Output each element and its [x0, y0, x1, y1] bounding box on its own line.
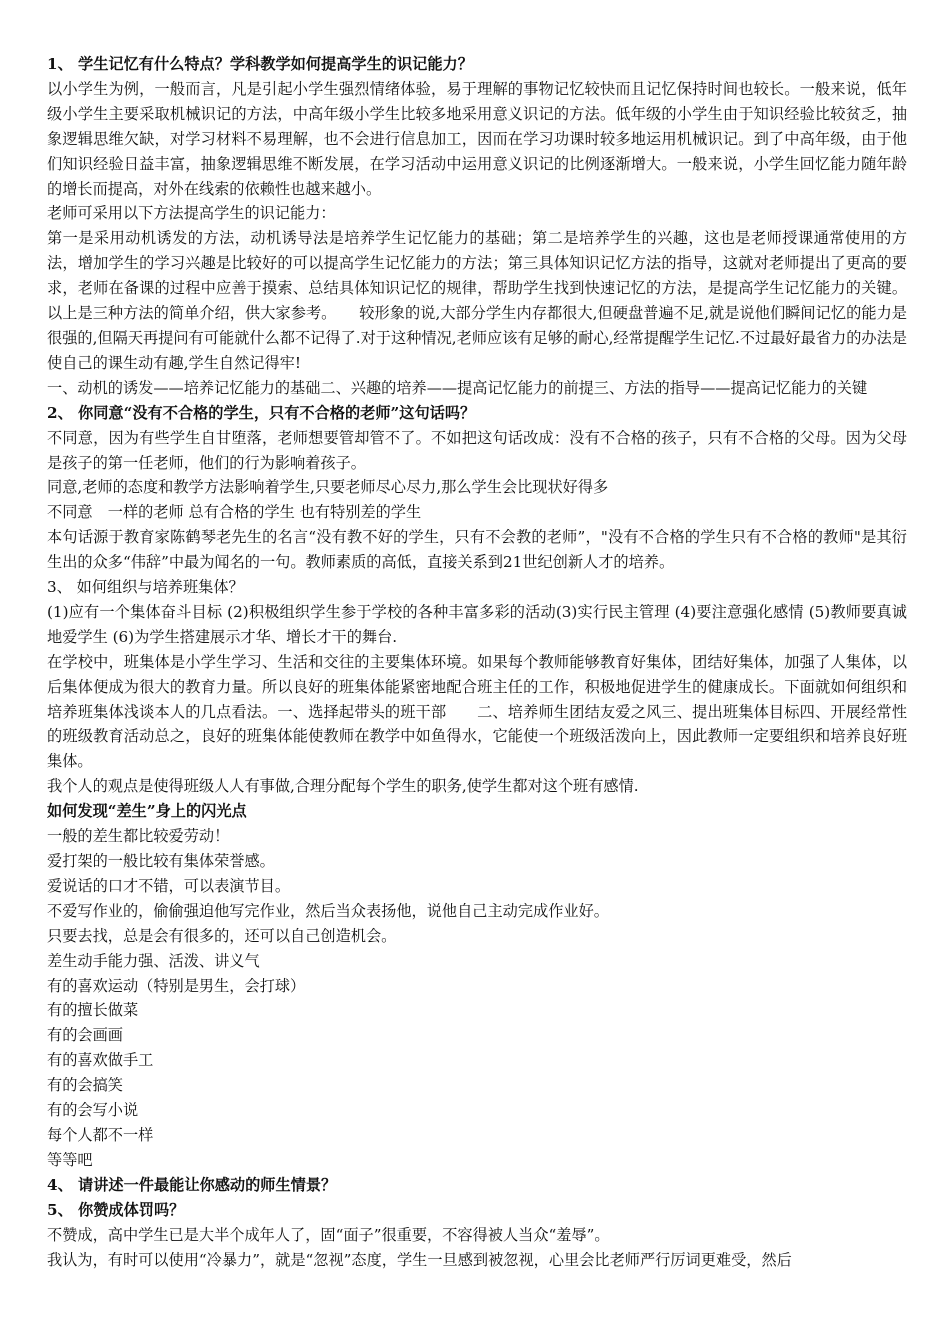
methods-paragraph: 第一是采用动机诱发的方法，动机诱导法是培养学生记忆能力的基础；第二是培养学生的兴趣，这也是老师授课通常使用的方法，增加学生的学习兴趣是比较好的可以提高学生记忆能力的方法；第三具体知识记忆方法的指导，这就对老师提出了更高的要求，老师在备课的过程中应善于摸索、总结具体知识记忆的规律，帮助学生找到快速记忆的方法，是提高学生记忆能力的关键。以上是三种方法的简单介绍，供大家参考。 较形象的说,大部分学生内存都很大,但硬盘普遍不足,就是说他们瞬间记忆的能力是很强的,但隔天再提问有可能就什么都不记得了.对于这种情况,老师应该有足够的耐心,经常提醒学生记忆.不过最好最省力的办法是使自己的课生动有趣,学生自然记得牢! [47, 229, 907, 372]
weak-student-heading: 如何发现“差生”身上的闪光点 [47, 802, 247, 821]
methods-intro-line: 老师可采用以下方法提高学生的识记能力： [47, 204, 336, 223]
class-building-points: (1)应有一个集体奋斗目标 (2)积极组织学生参于学校的各种丰富多彩的活动(3)实行民主管理 (4)要注意强化感情 (5)教师要真诚地爱学生 (6)为学生搭建展示才华、增长才干的舞台. [47, 602, 907, 646]
list-item: 等等吧 [47, 1150, 93, 1169]
list-item: 不爱写作业的，偷偷强迫他写完作业，然后当众表扬他，说他自己主动完成作业好。 [47, 901, 609, 920]
corporal-punishment-answer: 不赞成，高中学生已是大半个成年人了，固“面子”很重要，不容得被人当众“羞辱”。 [47, 1225, 610, 1244]
cold-violence-paragraph: 我认为，有时可以使用“冷暴力”，就是“忽视”态度，学生一旦感到被忽视，心里会比老师严行厉词更难受，然后 [47, 1250, 792, 1269]
list-item: 有的喜欢做手工 [47, 1051, 154, 1070]
answer-origin-paragraph: 本句话源于教育家陈鹤琴老先生的名言“没有教不好的学生，只有不会教的老师”，"没有不合格的学生只有不合格的教师"是其衍生出的众多“伟辞”中最为闻名的一句。教师素质的高低，直接关系到21世纪创新人才的培养。 [47, 528, 907, 572]
class-collective-paragraph: 在学校中，班集体是小学生学习、生活和交往的主要集体环境。如果每个教师能够教育好集体，团结好集体，加强了人集体，以后集体便成为很大的教育力量。所以良好的班集体能紧密地配合班主任的工作，积极地促进学生的健康成长。下面就如何组织和培养班集体浅谈本人的几点看法。一、选择起带头的班干部 二、培养师生团结友爱之风三、提出班集体目标四、开展经常性的班级教育活动总之，良好的班集体能使教师在教学中如鱼得水，它能使一个班级活泼向上，因此教师一定要组织和培养良好班集体。 [47, 652, 907, 771]
list-item: 有的会画画 [47, 1026, 123, 1045]
question-3-heading: 3、 如何组织与培养班集体？ [47, 578, 244, 597]
methods-summary-line: 一、动机的诱发——培养记忆能力的基础二、兴趣的培养——提高记忆能力的前提三、方法的指导——提高记忆能力的关键 [47, 378, 868, 397]
personal-view-line: 我个人的观点是使得班级人人有事做,合理分配每个学生的职务,使学生都对这个班有感情. [47, 777, 639, 796]
list-item: 一般的差生都比较爱劳动！ [47, 827, 230, 846]
list-item: 有的擅长做菜 [47, 1001, 139, 1020]
question-1-heading: 1、 学生记忆有什么特点？学科教学如何提高学生的识记能力？ [47, 55, 473, 73]
list-item: 只要去找，总是会有很多的，还可以自己创造机会。 [47, 926, 397, 945]
answer-disagree-short: 不同意 一样的老师 总有合格的学生 也有特别差的学生 [47, 503, 422, 522]
document-page [47, 52, 907, 1272]
list-item: 每个人都不一样 [47, 1125, 154, 1144]
question-5-heading: 5、 你赞成体罚吗？ [47, 1200, 185, 1219]
question-4-heading: 4、 请讲述一件最能让你感动的师生情景？ [47, 1175, 337, 1194]
list-item: 有的会写小说 [47, 1101, 139, 1120]
answer-disagree-parents: 不同意，因为有些学生自甘堕落，老师想要管却管不了。不如把这句话改成：没有不合格的孩子，只有不合格的父母。因为父母是孩子的第一任老师，他们的行为影响着孩子。 [47, 428, 907, 472]
list-item: 有的喜欢运动（特别是男生，会打球） [47, 976, 306, 995]
list-item: 爱打架的一般比较有集体荣誉感。 [47, 852, 275, 870]
answer-agree: 同意,老师的态度和教学方法影响着学生,只要老师尽心尽力,那么学生会比现状好得多 [47, 478, 609, 497]
memory-features-paragraph: 以小学生为例，一般而言，凡是引起小学生强烈情绪体验，易于理解的事物记忆较快而且记忆保持时间也较长。一般来说，低年级小学生主要采取机械识记的方法，中高年级小学生比较多地采用意义识记的方法。低年级的小学生由于知识经验比较贫乏，抽象逻辑思维欠缺，对学习材料不易理解，也不会进行信息加工，因而在学习功课时较多地运用机械识记。到了中高年级，由于他们知识经验日益丰富，抽象逻辑思维不断发展，在学习活动中运用意义识记的比例逐渐增大。一般来说，小学生回忆能力随年龄的增长而提高，对外在线索的依赖性也越来越小。 [47, 79, 907, 198]
list-item: 差生动手能力强、活泼、讲义气 [47, 951, 260, 970]
list-item: 爱说话的口才不错，可以表演节目。 [47, 876, 290, 895]
question-2-heading: 2、 你同意“没有不合格的学生，只有不合格的老师”这句话吗？ [47, 403, 476, 422]
list-item: 有的会搞笑 [47, 1076, 123, 1095]
